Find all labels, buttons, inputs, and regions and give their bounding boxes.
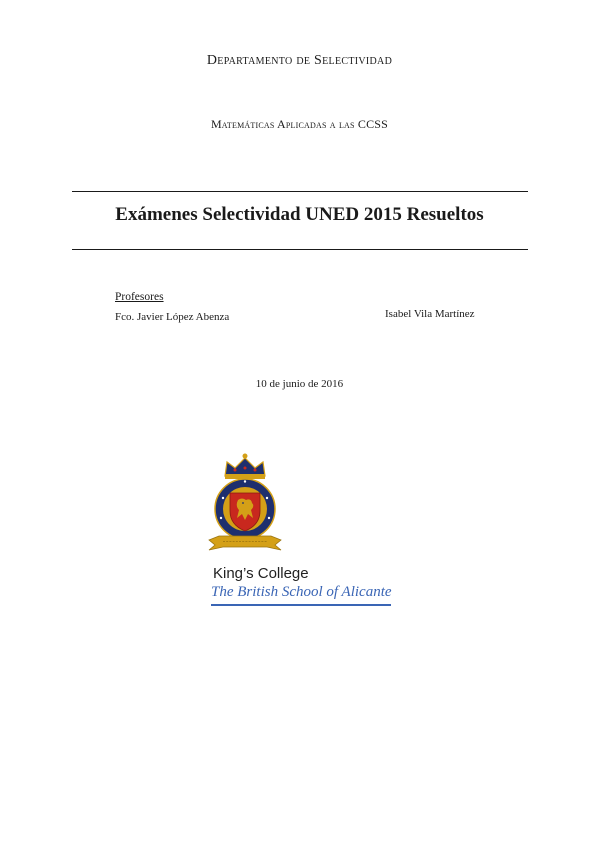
subject-heading: Matemáticas Aplicadas a las CCSS <box>210 117 389 131</box>
school-name: King’s College <box>213 565 309 582</box>
document-date: 10 de junio de 2016 <box>255 378 344 390</box>
department-heading: Departamento de Selectividad <box>206 53 393 68</box>
title-rule-top <box>72 191 528 192</box>
professor-name: Fco. Javier López Abenza <box>115 311 230 323</box>
professors-heading: Profesores <box>115 291 164 303</box>
crown-icon <box>225 454 265 480</box>
school-crest-icon <box>205 448 285 556</box>
document-title: Exámenes Selectividad UNED 2015 Resueltos <box>115 204 484 225</box>
title-rule-bottom <box>72 249 528 250</box>
school-tagline: The British School of Alicante <box>211 584 392 600</box>
school-tagline-underline <box>211 604 391 606</box>
professor-name: Isabel Vila Martínez <box>385 308 475 320</box>
